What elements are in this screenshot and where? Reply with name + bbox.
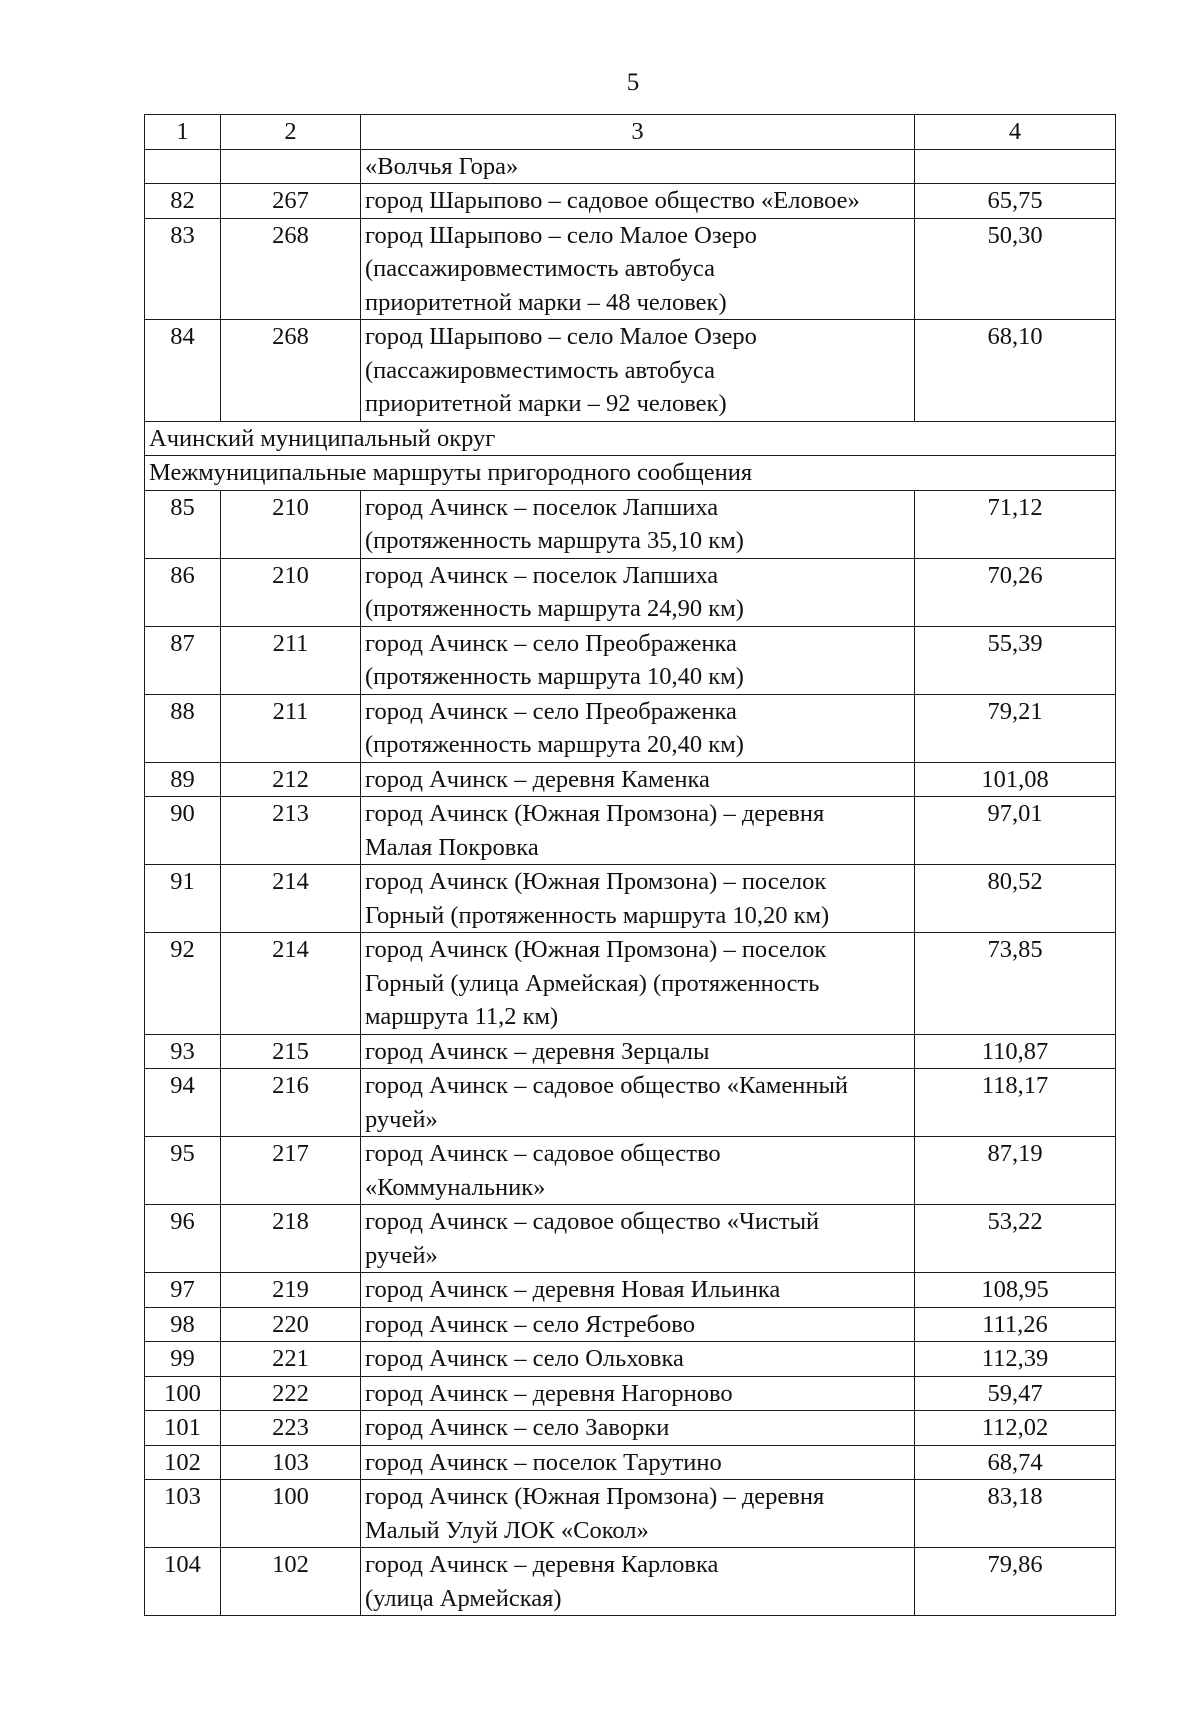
route-name-cell: город Ачинск – деревня Зерцалы xyxy=(361,1034,915,1069)
route-code-cell: 267 xyxy=(221,184,361,219)
route-name-cell: город Ачинск – деревня Каменка xyxy=(361,762,915,797)
table-row xyxy=(145,933,1116,1035)
route-name-cell: город Ачинск – деревня Нагорново xyxy=(361,1376,915,1411)
route-code-cell: 220 xyxy=(221,1307,361,1342)
route-code-cell: 217 xyxy=(221,1137,361,1205)
route-name-cell: город Ачинск – поселок Тарутино xyxy=(361,1445,915,1480)
route-name-cell: город Ачинск – деревня Новая Ильинка xyxy=(361,1273,915,1308)
route-name-cell: город Ачинск – садовое общество «Чистый ручей» xyxy=(361,1205,915,1273)
tariff-value-cell: 97,01 xyxy=(915,797,1116,865)
tariff-value-cell: 71,12 xyxy=(915,490,1116,558)
row-number-cell: 83 xyxy=(145,218,221,320)
tariff-value-cell: 101,08 xyxy=(915,762,1116,797)
route-code-cell: 210 xyxy=(221,490,361,558)
row-number-cell: 93 xyxy=(145,1034,221,1069)
row-number-cell xyxy=(145,149,221,184)
tariff-value-cell: 87,19 xyxy=(915,1137,1116,1205)
row-number-cell: 103 xyxy=(145,1480,221,1548)
table-row xyxy=(145,1342,1116,1377)
route-code-cell: 268 xyxy=(221,320,361,422)
route-code-cell: 216 xyxy=(221,1069,361,1137)
tariff-value-cell: 73,85 xyxy=(915,933,1116,1035)
route-code-cell: 214 xyxy=(221,865,361,933)
route-code-cell: 218 xyxy=(221,1205,361,1273)
table-row xyxy=(145,1411,1116,1446)
row-number-cell: 95 xyxy=(145,1137,221,1205)
table-row xyxy=(145,218,1116,320)
page-number: 5 xyxy=(626,69,640,96)
tariff-value-cell: 111,26 xyxy=(915,1307,1116,1342)
route-code-cell: 102 xyxy=(221,1548,361,1616)
table-row xyxy=(145,558,1116,626)
tariff-value-cell xyxy=(915,149,1116,184)
row-number-cell: 96 xyxy=(145,1205,221,1273)
route-code-cell: 100 xyxy=(221,1480,361,1548)
tariff-value-cell: 53,22 xyxy=(915,1205,1116,1273)
row-number-cell: 97 xyxy=(145,1273,221,1308)
row-number-cell: 91 xyxy=(145,865,221,933)
routes-table xyxy=(144,114,1116,1616)
row-number-cell: 82 xyxy=(145,184,221,219)
tariff-value-cell: 68,74 xyxy=(915,1445,1116,1480)
table-row xyxy=(145,1548,1116,1616)
route-code-cell: 215 xyxy=(221,1034,361,1069)
route-code-cell: 210 xyxy=(221,558,361,626)
table-row xyxy=(145,149,1116,184)
header-cell-1: 1 xyxy=(145,115,221,150)
tariff-value-cell: 110,87 xyxy=(915,1034,1116,1069)
tariff-value-cell: 79,21 xyxy=(915,694,1116,762)
row-number-cell: 102 xyxy=(145,1445,221,1480)
table-row xyxy=(145,1445,1116,1480)
tariff-value-cell: 112,02 xyxy=(915,1411,1116,1446)
tariff-value-cell: 112,39 xyxy=(915,1342,1116,1377)
row-number-cell: 101 xyxy=(145,1411,221,1446)
table-row xyxy=(145,1137,1116,1205)
row-number-cell: 94 xyxy=(145,1069,221,1137)
route-name-cell: город Шарыпово – село Малое Озеро (пассажировместимость автобуса приоритетной марки – 92 человек) xyxy=(361,320,915,422)
tariff-value-cell: 68,10 xyxy=(915,320,1116,422)
tariff-value-cell: 79,86 xyxy=(915,1548,1116,1616)
route-code-cell: 214 xyxy=(221,933,361,1035)
section-row xyxy=(145,456,1116,491)
route-name-cell: город Ачинск (Южная Промзона) – поселок Горный (улица Армейская) (протяженность маршрута 11,2 км) xyxy=(361,933,915,1035)
route-name-cell: город Ачинск – деревня Карловка (улица Армейская) xyxy=(361,1548,915,1616)
header-row xyxy=(145,115,1116,150)
row-number-cell: 100 xyxy=(145,1376,221,1411)
row-number-cell: 84 xyxy=(145,320,221,422)
route-code-cell: 211 xyxy=(221,626,361,694)
route-code-cell: 223 xyxy=(221,1411,361,1446)
route-name-cell: город Ачинск – поселок Лапшиха (протяженность маршрута 24,90 км) xyxy=(361,558,915,626)
table-row xyxy=(145,762,1116,797)
tariff-value-cell: 65,75 xyxy=(915,184,1116,219)
route-name-cell: город Ачинск – садовое общество «Каменный ручей» xyxy=(361,1069,915,1137)
route-code-cell: 103 xyxy=(221,1445,361,1480)
table-row xyxy=(145,1376,1116,1411)
row-number-cell: 89 xyxy=(145,762,221,797)
route-code-cell: 212 xyxy=(221,762,361,797)
route-name-cell: город Ачинск – село Ольховка xyxy=(361,1342,915,1377)
route-code-cell xyxy=(221,149,361,184)
route-code-cell: 222 xyxy=(221,1376,361,1411)
route-code-cell: 219 xyxy=(221,1273,361,1308)
header-cell-2: 2 xyxy=(221,115,361,150)
header-cell-4: 4 xyxy=(915,115,1116,150)
section-title: Ачинский муниципальный округ xyxy=(145,421,1116,456)
header-cell-3: 3 xyxy=(361,115,915,150)
tariff-value-cell: 59,47 xyxy=(915,1376,1116,1411)
route-name-cell: город Ачинск – село Ястребово xyxy=(361,1307,915,1342)
row-number-cell: 104 xyxy=(145,1548,221,1616)
route-name-cell: город Ачинск (Южная Промзона) – деревня Малая Покровка xyxy=(361,797,915,865)
tariff-value-cell: 55,39 xyxy=(915,626,1116,694)
route-name-cell: город Ачинск – поселок Лапшиха (протяженность маршрута 35,10 км) xyxy=(361,490,915,558)
table-row xyxy=(145,490,1116,558)
tariff-value-cell: 50,30 xyxy=(915,218,1116,320)
route-code-cell: 213 xyxy=(221,797,361,865)
table-row xyxy=(145,694,1116,762)
table-row xyxy=(145,1480,1116,1548)
row-number-cell: 85 xyxy=(145,490,221,558)
row-number-cell: 88 xyxy=(145,694,221,762)
row-number-cell: 98 xyxy=(145,1307,221,1342)
route-code-cell: 221 xyxy=(221,1342,361,1377)
table-row xyxy=(145,1034,1116,1069)
table-row xyxy=(145,320,1116,422)
tariff-value-cell: 83,18 xyxy=(915,1480,1116,1548)
row-number-cell: 87 xyxy=(145,626,221,694)
route-name-cell: город Ачинск (Южная Промзона) – деревня Малый Улуй ЛОК «Сокол» xyxy=(361,1480,915,1548)
row-number-cell: 99 xyxy=(145,1342,221,1377)
table-row xyxy=(145,1069,1116,1137)
route-name-cell: город Шарыпово – село Малое Озеро (пассажировместимость автобуса приоритетной марки – 48 человек) xyxy=(361,218,915,320)
table-row xyxy=(145,1273,1116,1308)
route-name-cell: «Волчья Гора» xyxy=(361,149,915,184)
table-row xyxy=(145,626,1116,694)
route-code-cell: 268 xyxy=(221,218,361,320)
tariff-value-cell: 70,26 xyxy=(915,558,1116,626)
table-row xyxy=(145,865,1116,933)
section-row xyxy=(145,421,1116,456)
route-name-cell: город Шарыпово – садовое общество «Еловое» xyxy=(361,184,915,219)
route-name-cell: город Ачинск – село Заворки xyxy=(361,1411,915,1446)
route-code-cell: 211 xyxy=(221,694,361,762)
row-number-cell: 92 xyxy=(145,933,221,1035)
route-name-cell: город Ачинск – село Преображенка (протяженность маршрута 10,40 км) xyxy=(361,626,915,694)
table-row xyxy=(145,1307,1116,1342)
route-name-cell: город Ачинск – садовое общество «Коммунальник» xyxy=(361,1137,915,1205)
tariff-value-cell: 118,17 xyxy=(915,1069,1116,1137)
route-name-cell: город Ачинск – село Преображенка (протяженность маршрута 20,40 км) xyxy=(361,694,915,762)
tariff-value-cell: 108,95 xyxy=(915,1273,1116,1308)
table-row xyxy=(145,797,1116,865)
table-body xyxy=(145,115,1116,1616)
table-row xyxy=(145,1205,1116,1273)
table-row xyxy=(145,184,1116,219)
tariff-value-cell: 80,52 xyxy=(915,865,1116,933)
section-title: Межмуниципальные маршруты пригородного сообщения xyxy=(145,456,1116,491)
row-number-cell: 90 xyxy=(145,797,221,865)
route-name-cell: город Ачинск (Южная Промзона) – поселок Горный (протяженность маршрута 10,20 км) xyxy=(361,865,915,933)
row-number-cell: 86 xyxy=(145,558,221,626)
